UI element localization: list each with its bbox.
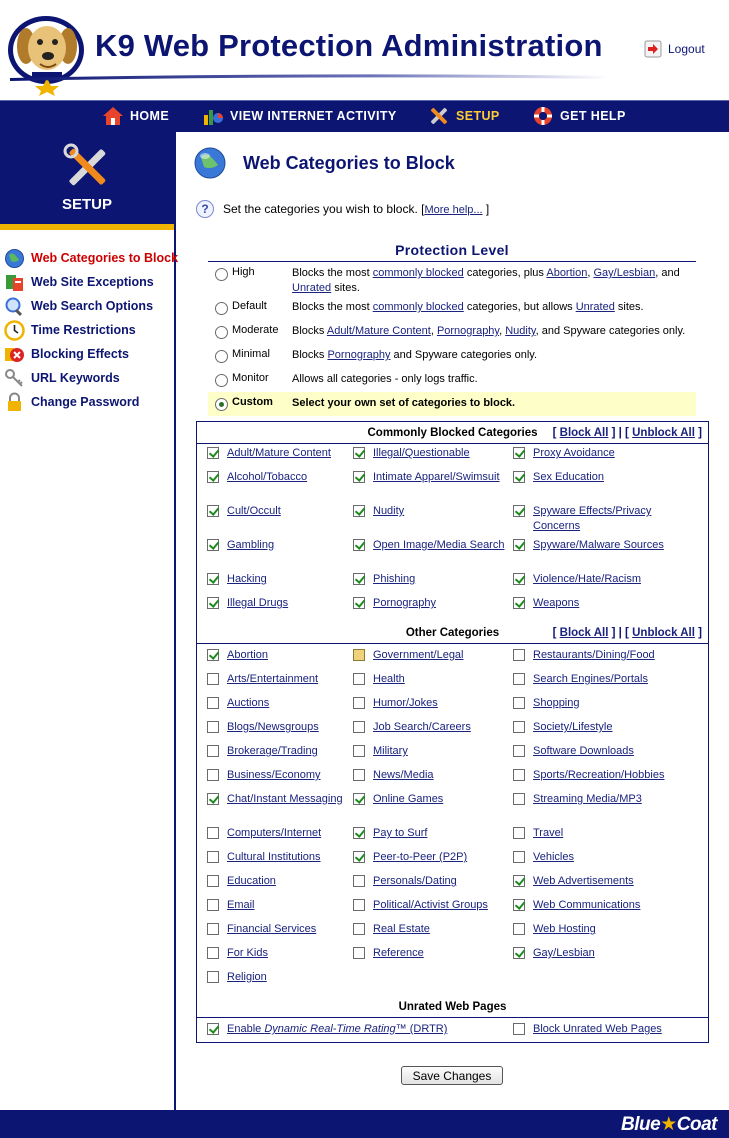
category-label[interactable]: Weapons (533, 597, 580, 609)
protection-level-divider (208, 261, 696, 262)
nav-home[interactable] (102, 105, 169, 127)
category-checkbox[interactable] (207, 827, 219, 839)
save-changes-button[interactable]: Save Changes (401, 1066, 503, 1085)
category-checkbox[interactable] (353, 851, 365, 863)
sidebar-item-label: Time Restrictions (31, 323, 136, 337)
category-checkbox[interactable] (207, 875, 219, 887)
level-description: Blocks Adult/Mature Content, Pornography, Nudity, and Spyware categories only. (292, 325, 686, 337)
category-checkbox[interactable] (513, 769, 525, 781)
category-label[interactable]: Sports/Recreation/Hobbies (533, 769, 665, 781)
sidebar-item-time-restrictions[interactable] (0, 318, 174, 342)
category-label[interactable]: Reference (373, 947, 424, 959)
category-label[interactable]: Abortion (227, 649, 268, 661)
category-label[interactable]: Travel (533, 827, 564, 839)
level-name: Custom (232, 396, 273, 408)
bracket-open: [ (421, 202, 425, 216)
sidebar-item-url-keywords[interactable] (0, 366, 174, 390)
category-checkbox[interactable] (207, 573, 219, 585)
sidebar-item-label: Change Password (31, 395, 140, 409)
level-description: Select your own set of categories to block. (292, 397, 516, 409)
category-label[interactable]: Personals/Dating (373, 875, 457, 887)
category-label[interactable]: Political/Activist Groups (373, 899, 488, 911)
level-description: Blocks the most commonly blocked categories, but allows Unrated sites. (292, 301, 644, 313)
tools-icon (428, 105, 450, 127)
level-name: Moderate (232, 324, 279, 336)
chart-icon (202, 105, 224, 127)
category-label[interactable]: Restaurants/Dining/Food (533, 649, 655, 661)
sidebar (0, 132, 179, 1110)
category-checkbox[interactable] (207, 745, 219, 757)
category-checkbox[interactable] (513, 875, 525, 887)
nudity-link[interactable]: Nudity (505, 325, 536, 337)
category-checkbox[interactable] (513, 947, 525, 959)
block-icon (4, 344, 25, 365)
category-checkbox[interactable] (353, 827, 365, 839)
category-label[interactable]: Search Engines/Portals (533, 673, 648, 685)
category-checkbox[interactable] (353, 649, 365, 661)
category-checkbox[interactable] (353, 923, 365, 935)
category-checkbox[interactable] (353, 947, 365, 959)
category-label[interactable]: Phishing (373, 573, 416, 585)
brand-left: Blue (621, 1114, 661, 1135)
category-checkbox[interactable] (513, 923, 525, 935)
category-checkbox[interactable] (353, 745, 365, 757)
category-checkbox[interactable] (207, 673, 219, 685)
category-label[interactable]: Blogs/Newsgroups (227, 721, 319, 733)
category-checkbox[interactable] (513, 851, 525, 863)
nav-get-help[interactable] (532, 105, 626, 127)
section-actions (553, 427, 702, 439)
category-label[interactable]: Financial Services (227, 923, 317, 935)
nav-setup[interactable] (428, 105, 500, 127)
category-checkbox[interactable] (207, 697, 219, 709)
sidebar-accent-bar (0, 224, 174, 230)
page-title: Web Categories to Block (243, 152, 455, 173)
category-checkbox[interactable] (207, 447, 219, 459)
category-checkbox[interactable] (207, 505, 219, 517)
category-checkbox[interactable] (207, 539, 219, 551)
category-checkbox[interactable] (207, 899, 219, 911)
section-title: Commonly Blocked Categories (367, 427, 538, 439)
globe-icon (4, 248, 25, 269)
level-default-radio[interactable] (215, 302, 228, 315)
category-label[interactable]: Military (373, 745, 408, 757)
category-label[interactable]: Job Search/Careers (373, 721, 471, 733)
gay-lesbian-link[interactable]: Gay/Lesbian (593, 267, 656, 279)
clock-icon (4, 320, 25, 341)
key-icon (4, 368, 25, 389)
level-description: Allows all categories - only logs traffic. (292, 373, 478, 385)
sidebar-menu (0, 246, 179, 414)
sidebar-item-blocking-effects[interactable] (0, 342, 174, 366)
category-checkbox[interactable] (353, 673, 365, 685)
lifebuoy-icon (532, 105, 554, 127)
category-checkbox[interactable] (513, 899, 525, 911)
category-checkbox[interactable] (353, 505, 365, 517)
category-label[interactable]: Health (373, 673, 405, 685)
bracket: ] | [ (611, 627, 629, 639)
sidebar-item-web-search-options[interactable] (0, 294, 174, 318)
bracket-close: ] (485, 202, 490, 216)
category-label[interactable]: Violence/Hate/Racism (533, 573, 642, 585)
category-checkbox[interactable] (207, 793, 219, 805)
category-label[interactable]: Email (227, 899, 255, 911)
category-checkbox[interactable] (353, 769, 365, 781)
category-label[interactable]: Humor/Jokes (373, 697, 438, 709)
top-nav (0, 100, 729, 132)
category-label[interactable]: Society/Lifestyle (533, 721, 613, 733)
commonly-blocked-link[interactable]: commonly blocked (372, 267, 464, 279)
category-label[interactable]: Pay to Surf (373, 827, 428, 839)
category-label[interactable]: Software Downloads (533, 745, 634, 757)
search-icon (4, 296, 25, 317)
sidebar-item-label: Blocking Effects (31, 347, 129, 361)
commonly-blocked-header (197, 422, 708, 444)
nav-home-label: HOME (130, 109, 170, 123)
category-checkbox[interactable] (207, 649, 219, 661)
level-high-radio[interactable] (215, 268, 228, 281)
category-label[interactable]: Shopping (533, 697, 580, 709)
lock-icon (4, 392, 25, 413)
level-minimal-radio[interactable] (215, 350, 228, 363)
category-label[interactable]: Gambling (227, 539, 275, 551)
category-label[interactable]: Cultural Institutions (227, 851, 321, 863)
drtr-prefix: Enable (227, 1023, 265, 1035)
category-label[interactable]: Web Advertisements (533, 875, 634, 887)
category-checkbox[interactable] (513, 721, 525, 733)
category-label[interactable]: Intimate Apparel/Swimsuit (373, 471, 500, 483)
category-checkbox[interactable] (207, 851, 219, 863)
category-label[interactable]: Web Hosting (533, 923, 596, 935)
pornography-link[interactable]: Pornography (327, 349, 391, 361)
level-name: Default (232, 300, 267, 312)
level-name: Monitor (232, 372, 269, 384)
category-label[interactable]: Streaming Media/MP3 (533, 793, 642, 805)
bracket: ] (698, 627, 702, 639)
level-name: Minimal (232, 348, 270, 360)
category-label[interactable]: Open Image/Media Search (373, 539, 505, 551)
unrated-header (197, 996, 708, 1018)
category-label[interactable]: Alcohol/Tobacco (227, 471, 308, 483)
drtr-suffix: ™ (DRTR) (395, 1023, 448, 1035)
sidebar-item-label: Web Categories to Block (31, 251, 179, 265)
categories-panel (196, 421, 709, 1043)
category-checkbox[interactable] (207, 769, 219, 781)
category-checkbox[interactable] (513, 649, 525, 661)
category-label[interactable]: Religion (227, 971, 267, 983)
category-checkbox[interactable] (353, 697, 365, 709)
category-label[interactable]: Computers/Internet (227, 827, 322, 839)
globe-icon (193, 146, 227, 180)
category-label[interactable]: Gay/Lesbian (533, 947, 595, 959)
category-label[interactable]: Sex Education (533, 471, 604, 483)
bluecoat-logo (621, 1113, 717, 1136)
exceptions-icon (4, 272, 25, 293)
sidebar-title: SETUP (61, 196, 112, 213)
abortion-link[interactable]: Abortion (546, 267, 588, 279)
bracket: ] (698, 427, 702, 439)
pornography-link[interactable]: Pornography (436, 325, 500, 337)
sidebar-item-web-categories[interactable] (0, 246, 179, 270)
category-checkbox[interactable] (353, 573, 365, 585)
section-title: Other Categories (405, 627, 500, 639)
level-monitor[interactable] (208, 372, 696, 390)
level-minimal[interactable] (208, 348, 696, 366)
unblock-all-link[interactable]: Unblock All (632, 627, 695, 639)
category-checkbox[interactable] (207, 923, 219, 935)
sidebar-item-change-password[interactable] (0, 390, 174, 414)
sidebar-item-label: Web Site Exceptions (31, 275, 154, 289)
category-checkbox[interactable] (513, 745, 525, 757)
k9-dog-logo (6, 10, 88, 96)
category-label[interactable]: Web Communications (533, 899, 641, 911)
category-label[interactable]: Illegal/Questionable (373, 447, 470, 459)
logout-link[interactable] (644, 40, 705, 58)
level-monitor-radio[interactable] (215, 374, 228, 387)
more-help-link[interactable]: More help... (424, 204, 483, 216)
category-label[interactable]: Pornography (373, 597, 436, 609)
category-checkbox[interactable] (353, 539, 365, 551)
drtr-checkbox[interactable] (207, 1023, 219, 1035)
nav-view-activity-label: VIEW INTERNET ACTIVITY (230, 109, 397, 123)
sidebar-header (0, 132, 174, 224)
drtr-label[interactable] (227, 1022, 487, 1037)
category-checkbox[interactable] (207, 471, 219, 483)
home-icon (102, 105, 124, 127)
category-label[interactable]: Government/Legal (373, 649, 464, 661)
level-custom-radio[interactable] (215, 398, 228, 411)
title-underline-swoosh (10, 72, 610, 82)
category-label[interactable]: Cult/Occult (227, 505, 281, 517)
setup-tools-icon (62, 142, 112, 192)
svg-text:?: ? (201, 202, 209, 216)
help-question-icon (195, 199, 215, 219)
category-label[interactable]: Proxy Avoidance (533, 447, 615, 459)
level-high[interactable] (208, 266, 696, 296)
section-title: Unrated Web Pages (398, 1001, 507, 1013)
category-label[interactable]: Arts/Entertainment (227, 673, 319, 685)
category-label[interactable]: Peer-to-Peer (P2P) (373, 851, 468, 863)
category-label[interactable]: Spyware/Malware Sources (533, 539, 664, 551)
logout-label: Logout (668, 42, 705, 56)
unrated-link[interactable]: Unrated (292, 282, 332, 294)
app-title: K9 Web Protection Administration (95, 28, 603, 63)
level-moderate[interactable] (208, 324, 696, 342)
category-checkbox[interactable] (207, 947, 219, 959)
unrated-link[interactable]: Unrated (575, 301, 615, 313)
category-checkbox[interactable] (353, 471, 365, 483)
category-label[interactable]: Business/Economy (227, 769, 321, 781)
level-description: Blocks Pornography and Spyware categories only. (292, 349, 538, 361)
drtr-italic: Dynamic Real-Time Rating (264, 1023, 396, 1035)
section-actions (553, 627, 702, 639)
bracket: [ (552, 627, 557, 639)
category-checkbox[interactable] (513, 597, 525, 609)
category-checkbox[interactable] (513, 697, 525, 709)
star-icon: ★ (660, 1114, 677, 1135)
category-checkbox[interactable] (207, 971, 219, 983)
category-label[interactable]: For Kids (227, 947, 268, 959)
adult-mature-link[interactable]: Adult/Mature Content (326, 325, 431, 337)
category-label[interactable]: Online Games (373, 793, 444, 805)
other-categories-header (197, 622, 708, 644)
category-checkbox[interactable] (513, 471, 525, 483)
logout-icon (644, 40, 662, 58)
category-checkbox[interactable] (353, 899, 365, 911)
category-checkbox[interactable] (353, 793, 365, 805)
block-all-link[interactable]: Block All (559, 627, 609, 639)
category-label[interactable]: News/Media (373, 769, 434, 781)
category-label[interactable]: Hacking (227, 573, 267, 585)
level-moderate-radio[interactable] (215, 326, 228, 339)
category-label[interactable]: Real Estate (373, 923, 430, 935)
brand-right: Coat (676, 1114, 717, 1135)
block-unrated-label[interactable]: Block Unrated Web Pages (533, 1023, 662, 1035)
category-label[interactable]: Auctions (227, 697, 270, 709)
protection-level-title: Protection Level (395, 242, 509, 258)
instruction-row (195, 199, 489, 219)
nav-view-internet-activity[interactable] (202, 105, 397, 127)
bracket: [ (552, 427, 557, 439)
category-label[interactable]: Vehicles (533, 851, 574, 863)
sidebar-item-label: Web Search Options (31, 299, 154, 313)
category-label[interactable]: Education (227, 875, 276, 887)
category-checkbox[interactable] (353, 597, 365, 609)
category-label[interactable]: Chat/Instant Messaging (227, 793, 343, 805)
sidebar-item-web-site-exceptions[interactable] (0, 270, 174, 294)
level-custom[interactable] (208, 392, 696, 416)
unblock-all-link[interactable]: Unblock All (632, 427, 695, 439)
footer (0, 1110, 729, 1138)
level-default[interactable] (208, 300, 696, 318)
category-label[interactable]: Brokerage/Trading (227, 745, 318, 757)
nav-get-help-label: GET HELP (560, 109, 626, 123)
category-checkbox[interactable] (513, 505, 525, 517)
category-checkbox[interactable] (513, 673, 525, 685)
category-checkbox[interactable] (207, 597, 219, 609)
category-label[interactable]: Illegal Drugs (227, 597, 289, 609)
category-label[interactable]: Spyware Effects/Privacy Concerns (533, 505, 652, 532)
bracket: ] | [ (611, 427, 629, 439)
category-checkbox[interactable] (207, 721, 219, 733)
category-label[interactable]: Adult/Mature Content (227, 447, 331, 459)
block-all-link[interactable]: Block All (559, 427, 609, 439)
category-checkbox[interactable] (513, 447, 525, 459)
category-label[interactable]: Nudity (373, 505, 405, 517)
category-checkbox[interactable] (513, 827, 525, 839)
category-checkbox[interactable] (353, 721, 365, 733)
header (0, 0, 729, 100)
level-name: High (232, 266, 255, 278)
sidebar-item-label: URL Keywords (31, 371, 120, 385)
category-checkbox[interactable] (353, 875, 365, 887)
category-checkbox[interactable] (513, 539, 525, 551)
category-checkbox[interactable] (353, 447, 365, 459)
category-checkbox[interactable] (513, 793, 525, 805)
page-title-row (193, 146, 455, 180)
nav-setup-label: SETUP (456, 109, 500, 123)
commonly-blocked-link[interactable]: commonly blocked (372, 301, 464, 313)
category-checkbox[interactable] (513, 573, 525, 585)
level-description: Blocks the most commonly blocked categories, plus Abortion, Gay/Lesbian, and Unrated sites. (292, 267, 680, 294)
block-unrated-checkbox[interactable] (513, 1023, 525, 1035)
instruction-text: Set the categories you wish to block. (223, 202, 418, 216)
